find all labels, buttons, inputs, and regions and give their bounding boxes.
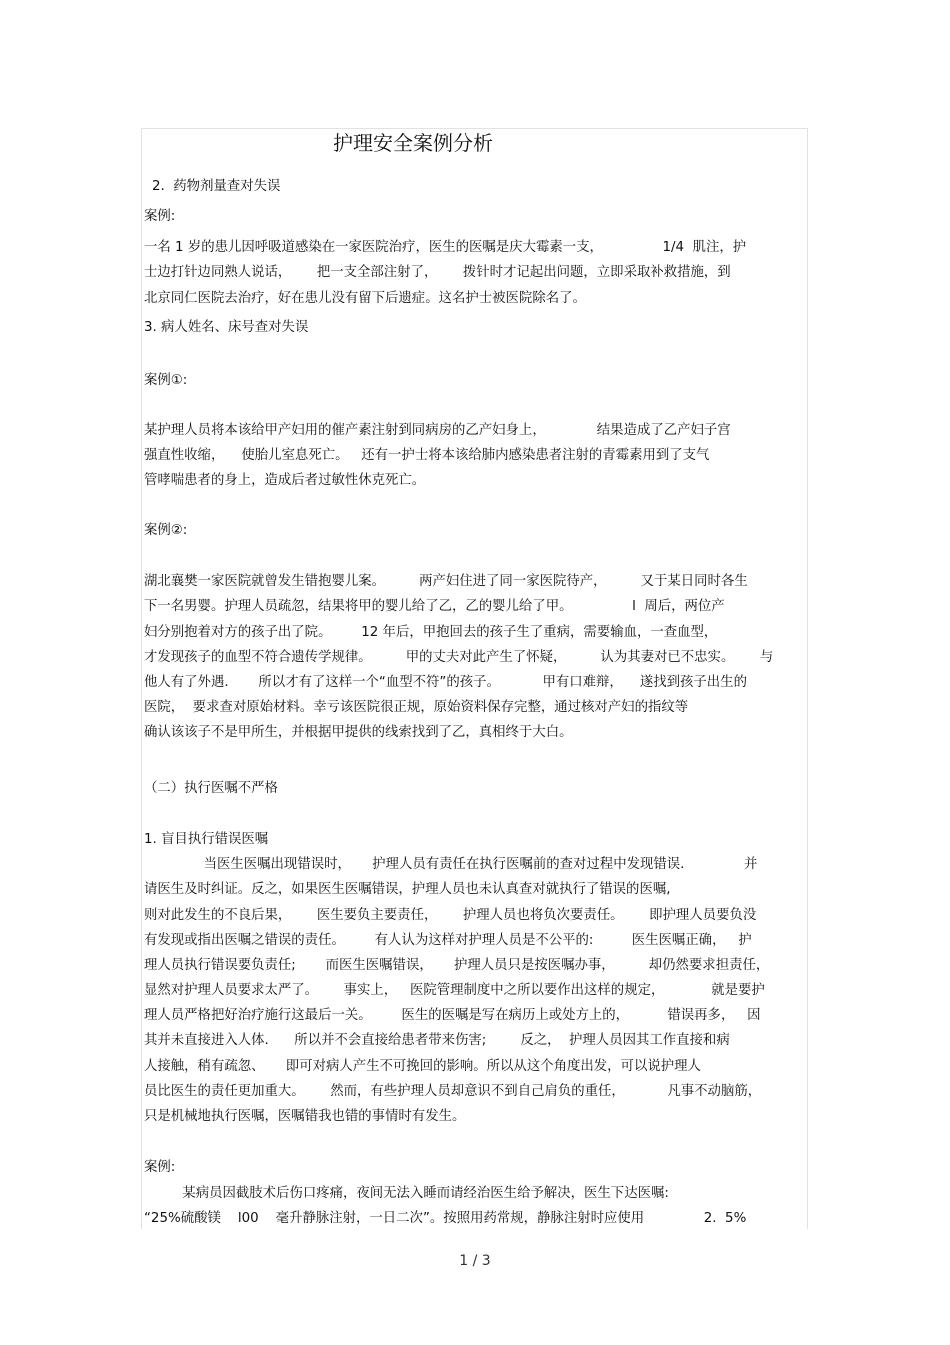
paragraph-line: 理人员执行错误要负责任; 而医生医嘱错误， 护理人员只是按医嘱办事， 却仍然要求担责任，	[144, 958, 770, 973]
paragraph-line: 请医生及时纠证。反之，如果医生医嘱错误，护理人员也未认真查对就执行了错误的医嘱,	[144, 882, 671, 897]
page-number: 1 / 3	[459, 1253, 491, 1269]
paragraph-line: 显然对护理人员要求太严了。 事实上， 医院管理制度中之所以要作出这样的规定， 就是要护	[144, 983, 765, 998]
paragraph-line: 确认该该子不是甲所生，并根据甲提供的线索找到了乙，真相终于大白。	[144, 725, 573, 740]
paragraph-line: 某病员因截肢术后伤口疼痛，夜间无法入睡而请经治医生给予解决，医生下达医嘱:	[144, 1186, 669, 1201]
paragraph-line: 当医生医嘱出现错误时， 护理人员有责任在执行医嘱前的查对过程中发现错误. 并	[144, 857, 758, 872]
paragraph-line: 人接触，稍有疏忽、 即可对病人产生不可挽回的影响。所以从这个角度出发，可以说护理人	[144, 1059, 701, 1074]
paragraph-line: 妇分别抱着对方的孩子出了院。 12 年后，甲抱回去的孩子生了重病，需要输血，一查血型，	[144, 625, 718, 640]
paragraph-line: 则对此发生的不良后果， 医生要负主要责任， 护理人员也将负次要责任。 即护理人员要负没	[144, 908, 757, 923]
case-label: 案例②:	[144, 523, 188, 538]
case-label: 案例①:	[144, 373, 188, 388]
paragraph-line: 医院， 要求查对原始材料。幸亏该医院很正规，原始资料保存完整，通过核对产妇的指纹等	[144, 700, 689, 715]
section-heading-1: 1. 盲目执行错误医嘱	[144, 832, 269, 847]
section-heading-two: （二）执行医嘱不严格	[144, 781, 278, 796]
section-heading-2: 2. 药物剂量查对失误	[152, 179, 281, 194]
paragraph-line: 某护理人员将本该给甲产妇用的催产素注射到同病房的乙产妇身上， 结果造成了乙产妇子宫	[144, 423, 731, 438]
paragraph-line: 有发现或指出医嘱之错误的责任。 有人认为这样对护理人员是不公平的: 医生医嘱正确， 护	[144, 933, 752, 948]
paragraph-line: 北京同仁医院去治疗，好在患儿没有留下后遗症。这名护士被医院除名了。	[144, 291, 586, 306]
paragraph-line: 士边打针边同熟人说话， 把一支全部注射了， 拨针时才记起出问题，立即采取补救措施，到	[144, 265, 731, 280]
paragraph-line: 一名 1 岁的患儿因呼吸道感染在一家医院治疗，医生的医嘱是庆大霉素一支， 1/4 肌注，护	[144, 240, 747, 255]
paragraph-line: 其并未直接进入人体. 所以并不会直接给患者带来伤害; 反之， 护理人员因其工作直接和病	[144, 1033, 730, 1048]
paragraph-line: 才发现孩子的血型不符合遗传学规律。 甲的丈夫对此产生了怀疑， 认为其妻对已不忠实。 与	[144, 650, 774, 665]
paragraph-line: 湖北襄樊一家医院就曾发生错抱婴儿案。 两产妇住进了同一家医院待产， 又于某日同时各生	[144, 574, 748, 589]
paragraph-line: 只是机械地执行医嘱，医嘱错我也错的事情时有发生。	[144, 1109, 466, 1124]
paragraph-line: “25%硫酸镁 l00 毫升静脉注射，一日二次”。按照用药常规，静脉注射时应使用 2. 5%	[144, 1211, 747, 1226]
paragraph-line: 理人员严格把好治疗施行这最后一关。 医生的医嘱是写在病历上或处方上的， 错误再多， 因	[144, 1008, 761, 1023]
paragraph-line: 下一名男婴。护理人员疏忽，结果将甲的婴儿给了乙，乙的婴儿给了甲。 l 周后，两位产	[144, 599, 725, 614]
paragraph-line: 他人有了外遇. 所以才有了这样一个“血型不符”的孩子。 甲有口难辩， 遂找到孩子出生的	[144, 675, 747, 690]
paragraph-line: 强直性收缩， 使胎儿室息死亡。 还有一护士将本该给肺内感染患者注射的青霉素用到了支气	[144, 448, 710, 463]
case-label: 案例:	[144, 209, 176, 224]
section-heading-3: 3. 病人姓名、床号查对失误	[144, 320, 309, 335]
case-label: 案例:	[144, 1160, 176, 1175]
paragraph-line: 管哮喘患者的身上，造成后者过敏性休克死亡。	[144, 473, 426, 488]
paragraph-line: 员比医生的责任更加重大。 然而，有些护理人员却意识不到自己肩负的重任， 凡事不动脑筋，	[144, 1084, 762, 1099]
page-title: 护理安全案例分析	[333, 131, 493, 155]
